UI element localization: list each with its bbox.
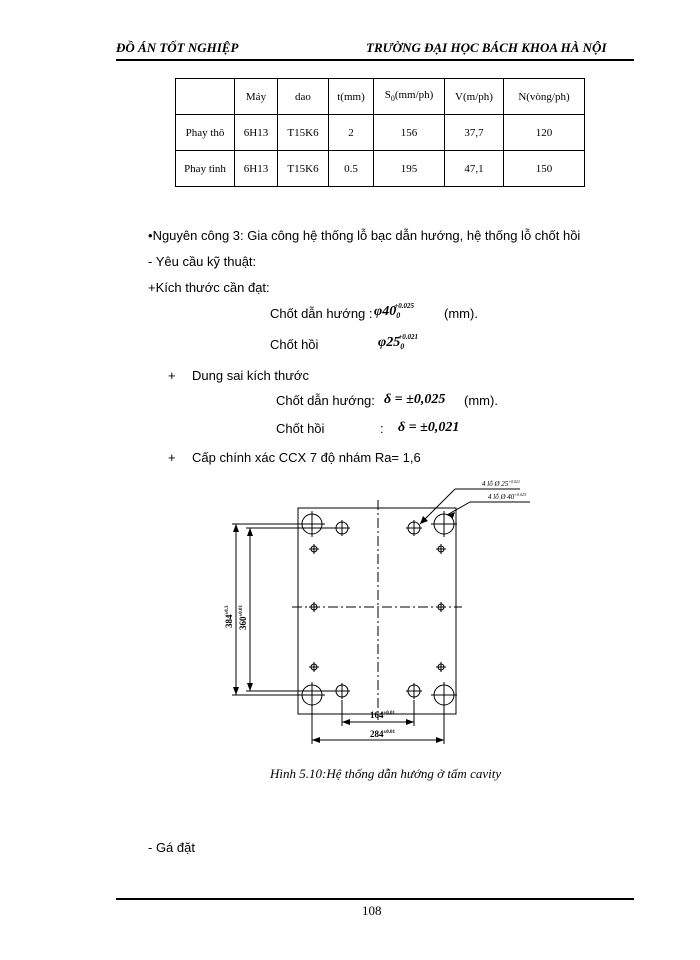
small-hole	[309, 662, 319, 672]
return-pin-formula: $\varphi 25_0^{+0.021}$	[378, 333, 418, 351]
small-hole	[436, 602, 446, 612]
table-cell: 37,7	[445, 115, 504, 151]
label-4-holes-40: 4 lỗ Ø $40^{+0.025}$	[488, 492, 526, 501]
label-4-holes-25: 4 lỗ Ø $25^{+0.021}$	[482, 479, 520, 488]
tol-return-colon: :	[380, 421, 384, 436]
small-hole	[309, 602, 319, 612]
table-header-cell: t(mm)	[329, 79, 374, 115]
requirements-heading: - Yêu cầu kỹ thuật:	[148, 254, 257, 269]
table-header-cell: N(vòng/ph)	[504, 79, 585, 115]
table-header-cell: $S_0(mm/ph)$	[374, 79, 445, 115]
table-header-cell: V(m/ph)	[445, 79, 504, 115]
tol-guide-unit: (mm).	[464, 393, 498, 408]
header-right: TRƯỜNG ĐẠI HỌC BÁCH KHOA HÀ NỘI	[366, 40, 607, 55]
dimensions-heading: +Kích thước cần đạt:	[148, 280, 270, 295]
tol-guide-value: δ = ±0,025	[384, 392, 446, 407]
table-header-cell: dao	[278, 79, 329, 115]
table-cell: 156	[374, 115, 445, 151]
cavity-plate-outline	[298, 508, 456, 714]
table-cell: 6H13	[235, 115, 278, 151]
small-hole	[309, 544, 319, 554]
tol-return-label: Chốt hồi	[276, 421, 325, 436]
figure-caption: Hình 5.10:Hệ thống dẫn hướng ở tấm cavity	[270, 766, 502, 781]
table-cell: Phay thô	[176, 115, 235, 151]
dim-text-284: $284^{\pm 0.01}$	[370, 729, 395, 739]
guide-pin-unit: (mm).	[444, 306, 478, 321]
dimension-arrows	[233, 512, 455, 743]
tol-return-value: δ = ±0,021	[398, 420, 460, 435]
tolerance-heading: Dung sai kích thước	[192, 368, 309, 383]
bullet: •	[148, 228, 153, 243]
return-pin-hole	[406, 520, 422, 536]
small-hole	[436, 544, 446, 554]
tol-guide-label: Chốt dẫn hướng:	[276, 393, 375, 408]
guide-pin-label: Chốt dẫn hướng :	[270, 306, 373, 321]
plus-marker: +	[168, 368, 176, 383]
return-pin-hole	[406, 683, 422, 699]
return-pin-hole	[334, 520, 350, 536]
header-left: ĐỒ ÁN TỐT NGHIỆP	[116, 40, 239, 55]
return-pin-hole	[334, 683, 350, 699]
table-cell: Phay tinh	[176, 151, 235, 187]
table-cell: T15K6	[278, 151, 329, 187]
dim-text-164: $164^{\pm 0.01}$	[370, 710, 395, 720]
table-cell: 195	[374, 151, 445, 187]
fixturing-heading: - Gá đặt	[148, 840, 195, 855]
table-cell: 120	[504, 115, 585, 151]
guide-hole	[431, 682, 457, 708]
table-cell: 47,1	[445, 151, 504, 187]
dim-text-360: $360^{\pm 0.01}$	[238, 605, 248, 630]
table-cell: T15K6	[278, 115, 329, 151]
footer-rule	[116, 898, 634, 900]
dim-text-384: $384^{\pm 0.3}$	[224, 605, 234, 628]
accuracy-text: Cấp chính xác CCX 7 độ nhám Ra= 1,6	[192, 450, 421, 465]
small-hole	[436, 662, 446, 672]
guide-hole	[299, 682, 325, 708]
page-number: 108	[362, 903, 382, 918]
plus-marker: +	[168, 450, 176, 465]
guide-hole	[299, 511, 325, 537]
guide-pin-formula: $\varphi 40_0^{+0.025}$	[374, 302, 414, 320]
operation-title-text: Nguyên công 3: Gia công hệ thống lỗ bạc dẫn hướng, hệ thống lỗ chốt hồi	[152, 228, 581, 243]
table-cell: 6H13	[235, 151, 278, 187]
table-cell: 150	[504, 151, 585, 187]
return-pin-label: Chốt hồi	[270, 337, 319, 352]
table-header-cell: Máy	[235, 79, 278, 115]
table-cell: 2	[329, 115, 374, 151]
table-cell: 0.5	[329, 151, 374, 187]
